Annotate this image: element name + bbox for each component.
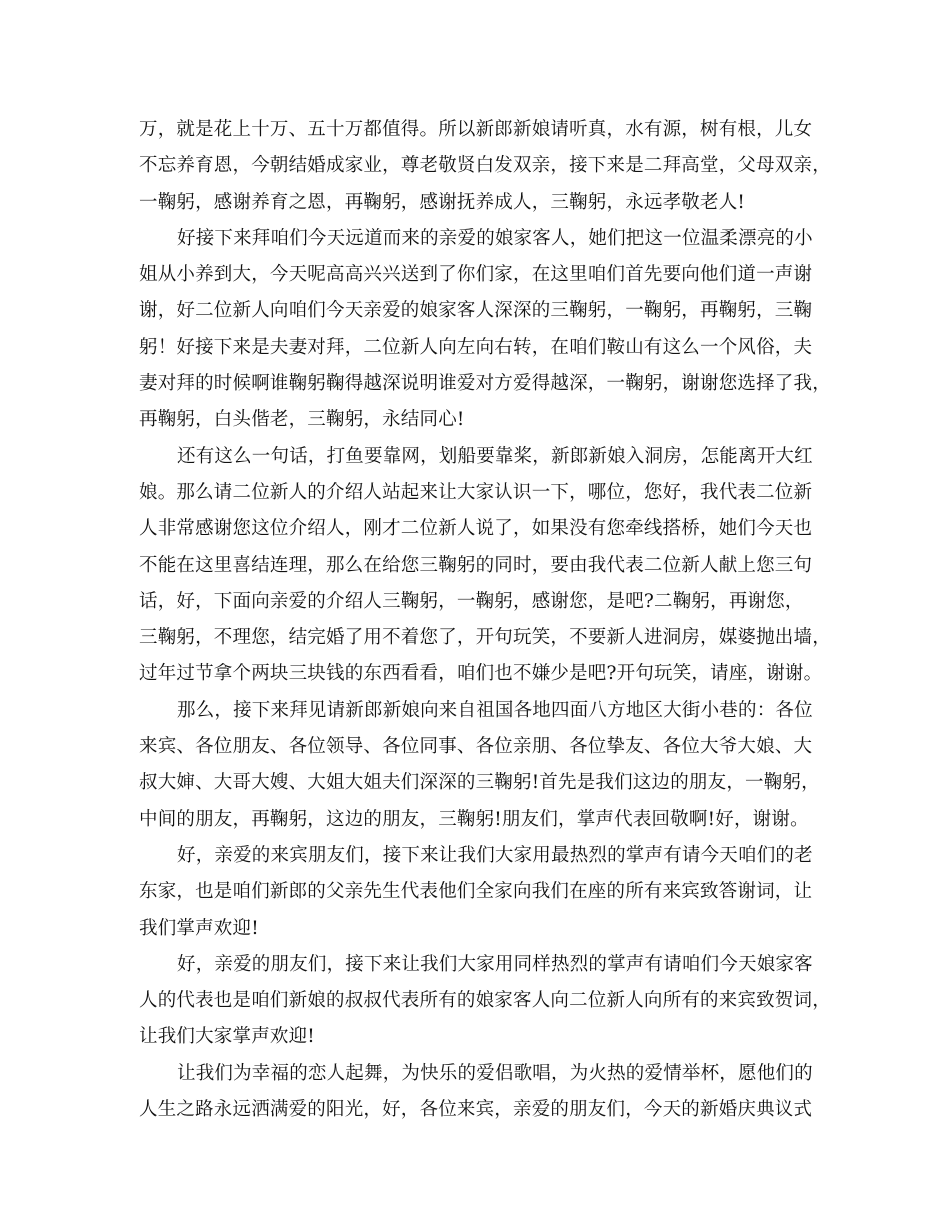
text-line: 那么，接下来拜见请新郎新娘向来自祖国各地四面八方地区大街小巷的：各位: [177, 699, 813, 721]
text-line: 让我们为幸福的恋人起舞，为快乐的爱侣歌唱，为火热的爱情举杯，愿他们的: [177, 1062, 813, 1084]
text-line: 我们掌声欢迎!: [139, 917, 259, 939]
text-line: 三鞠躬，不理您，结完婚了用不着您了，开句玩笑，不要新人进洞房，媒婆抛出墙，: [139, 627, 831, 649]
text-line: 还有这么一句话，打鱼要靠网，划船要靠桨，新郎新娘入洞房，怎能离开大红: [177, 445, 813, 467]
paragraph-6: [139, 947, 831, 1056]
text-line: 人的代表也是咱们新娘的叔叔代表所有的娘家客人向二位新人向所有的来宾致贺词，: [139, 990, 831, 1012]
text-line: 好接下来拜咱们今天远道而来的亲爱的娘家客人，她们把这一位温柔漂亮的小: [177, 227, 813, 249]
text-line: 好，亲爱的来宾朋友们，接下来让我们大家用最热烈的掌声有请今天咱们的老: [177, 844, 813, 866]
text-line: 话，好，下面向亲爱的介绍人三鞠躬，一鞠躬，感谢您，是吧?二鞠躬，再谢您，: [139, 590, 804, 612]
text-line: 人生之路永远洒满爱的阳光，好，各位来宾，亲爱的朋友们，今天的新婚庆典议式: [139, 1099, 813, 1121]
text-line: 过年过节拿个两块三块钱的东西看看，咱们也不嫌少是吧?开句玩笑，请座，谢谢。: [139, 663, 823, 685]
text-line: 万，就是花上十万、五十万都值得。所以新郎新娘请听真，水有源，树有根，儿女: [139, 119, 813, 140]
paragraph-3: [139, 439, 831, 693]
text-line: 中间的朋友，再鞠躬，这边的朋友，三鞠躬!朋友们，掌声代表回敬啊!好，谢谢。: [139, 808, 809, 830]
paragraph-2: [139, 221, 831, 439]
text-line: 妻对拜的时候啊谁鞠躬鞠得越深说明谁爱对方爱得越深，一鞠躬，谢谢您选择了我，: [139, 373, 831, 395]
text-line: 娘。那么请二位新人的介绍人站起来让大家认识一下，哪位，您好，我代表二位新: [139, 481, 813, 503]
paragraph-7: [139, 1056, 823, 1129]
paragraph-1: [139, 112, 831, 221]
text-line: 再鞠躬，白头偕老，三鞠躬，永结同心!: [139, 409, 465, 431]
paragraph-4: [139, 693, 823, 838]
text-line: 让我们大家掌声欢迎!: [139, 1026, 315, 1048]
text-line: 不能在这里喜结连理，那么在给您三鞠躬的同时，要由我代表二位新人献上您三句: [139, 554, 813, 576]
text-line: 人非常感谢您这位介绍人，刚才二位新人说了，如果没有您牵线搭桥，她们今天也: [139, 518, 813, 540]
text-line: 好，亲爱的朋友们，接下来让我们大家用同样热烈的掌声有请咱们今天娘家客: [177, 953, 813, 975]
text-line: 叔大婶、大哥大嫂、大姐大姐夫们深深的三鞠躬!首先是我们这边的朋友，一鞠躬，: [139, 772, 820, 794]
text-line: 躬！好接下来是夫妻对拜，二位新人向左向右转，在咱们鞍山有这么一个风俗，夫: [139, 336, 813, 358]
document-body: [139, 112, 831, 1128]
text-line: 谢，好二位新人向咱们今天亲爱的娘家客人深深的三鞠躬，一鞠躬，再鞠躬，三鞠: [139, 300, 813, 322]
text-line: 一鞠躬，感谢养育之恩，再鞠躬，感谢抚养成人，三鞠躬，永远孝敬老人!: [139, 191, 746, 213]
text-line: 来宾、各位朋友、各位领导、各位同事、各位亲朋、各位挚友、各位大爷大娘、大: [139, 736, 813, 758]
paragraph-5: [139, 838, 823, 947]
text-line: 不忘养育恩，今朝结婚成家业，尊老敬贤白发双亲，接下来是二拜高堂，父母双亲，: [139, 155, 831, 177]
text-line: 姐从小养到大，今天呢高高兴兴送到了你们家，在这里咱们首先要向他们道一声谢: [139, 264, 813, 286]
text-line: 东家，也是咱们新郎的父亲先生代表他们全家向我们在座的所有来宾致答谢词，让: [139, 881, 813, 903]
